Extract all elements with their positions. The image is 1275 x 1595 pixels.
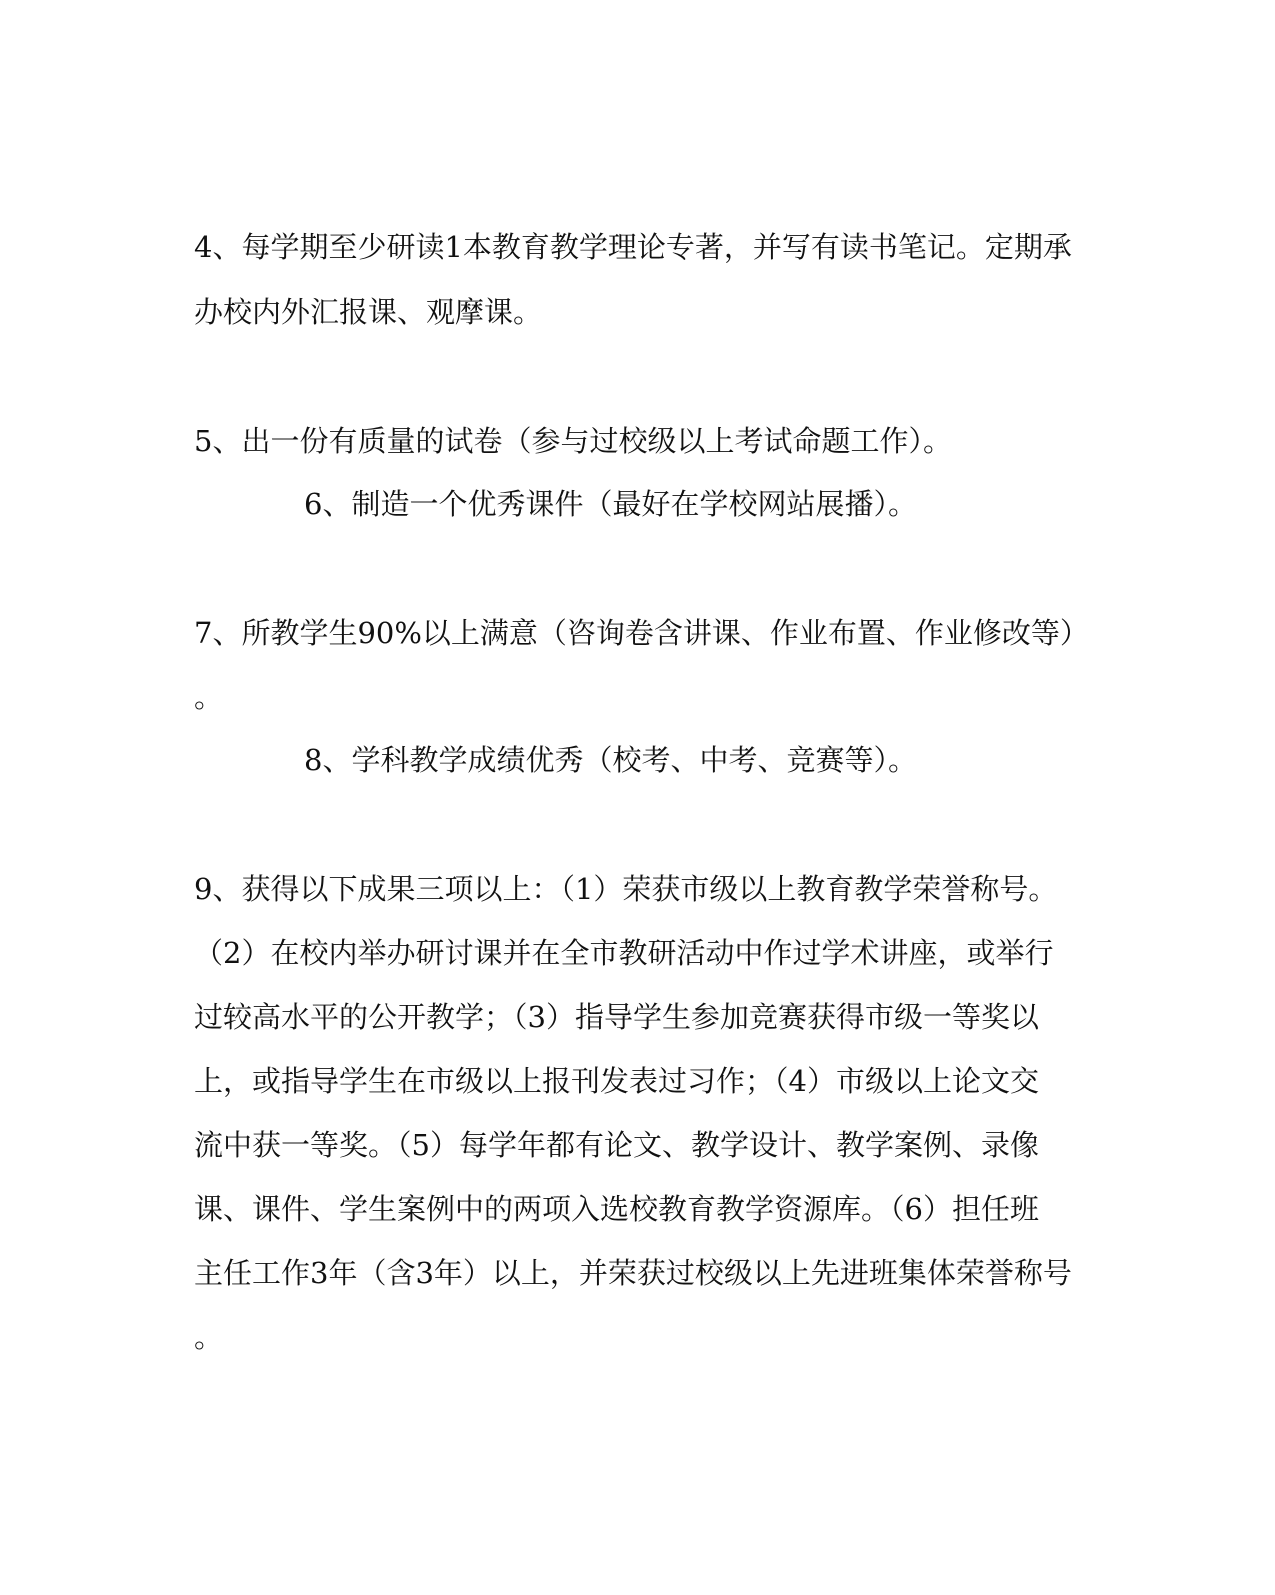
item-9-line-4: 上，或指导学生在市级以上报刊发表过习作；（4）市级以上论文交 — [194, 1064, 1039, 1098]
item-9-line-3: 过较高水平的公开教学；（3）指导学生参加竞赛获得市级一等奖以 — [194, 1000, 1039, 1034]
item-9-line-5: 流中获一等奖。（5）每学年都有论文、教学设计、教学案例、录像 — [194, 1128, 1039, 1162]
item-6-line: 6、制造一个优秀课件（最好在学校网站展播）。 — [304, 487, 917, 521]
item-8-line: 8、学科教学成绩优秀（校考、中考、竞赛等）。 — [304, 743, 917, 777]
item-9-line-1: 9、获得以下成果三项以上：（1）荣获市级以上教育教学荣誉称号。 — [194, 872, 1058, 906]
item-4-line-1: 4、每学期至少研读1本教育教学理论专著，并写有读书笔记。定期承 — [194, 230, 1072, 264]
item-9-line-8: 。 — [194, 1320, 224, 1354]
item-7-line-2: 。 — [194, 680, 224, 714]
item-4-line-2: 办校内外汇报课、观摩课。 — [194, 295, 543, 329]
item-9-line-2: （2）在校内举办研讨课并在全市教研活动中作过学术讲座，或举行 — [194, 936, 1054, 970]
item-5-line: 5、出一份有质量的试卷（参与过校级以上考试命题工作）。 — [194, 424, 952, 458]
item-9-line-7: 主任工作3年（含3年）以上，并荣获过校级以上先进班集体荣誉称号 — [194, 1256, 1072, 1290]
item-9-line-6: 课、课件、学生案例中的两项入选校教育教学资源库。（6）担任班 — [194, 1192, 1039, 1226]
item-7-line-1: 7、所教学生90%以上满意（咨询卷含讲课、作业布置、作业修改等） — [194, 616, 1089, 650]
